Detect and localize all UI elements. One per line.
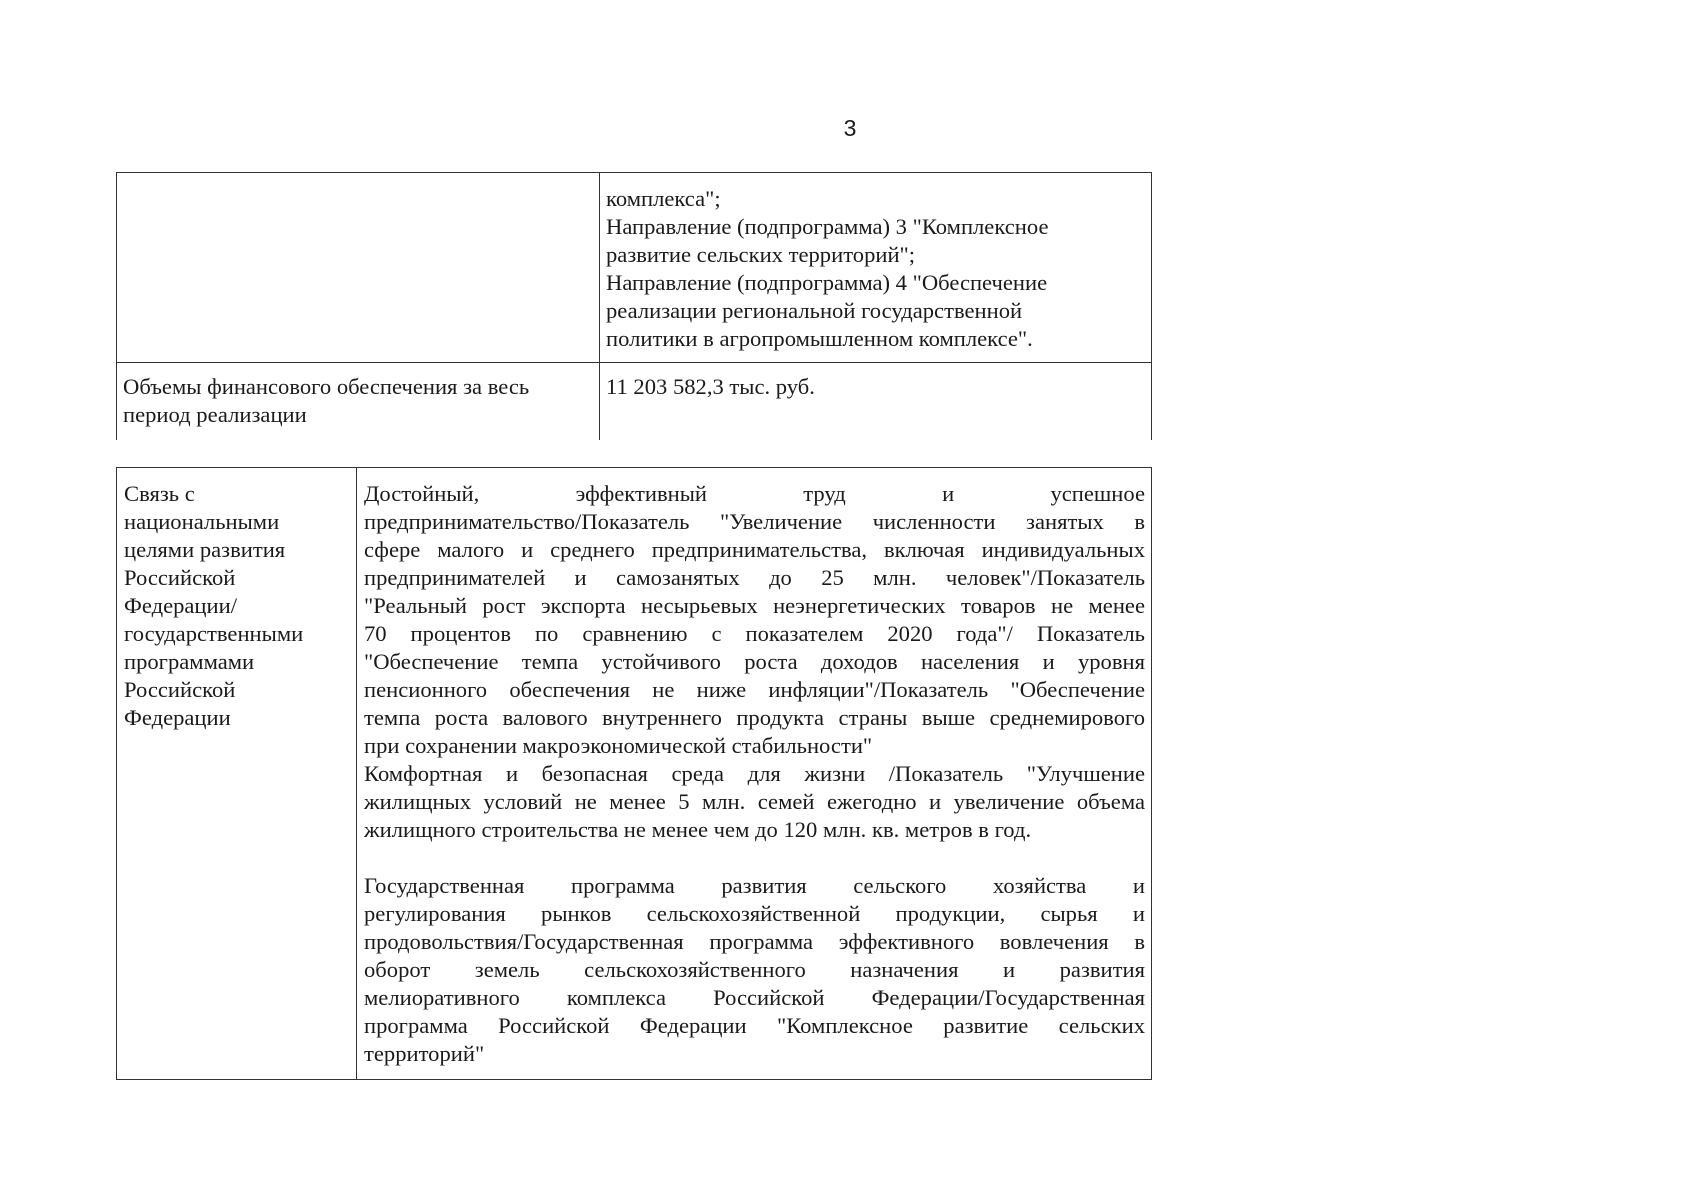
text-line: территорий" [364,1041,485,1066]
text-line: государственными [124,621,304,646]
text-line: программа Российской Федерации "Комплексное развитие сельских [364,1013,1145,1038]
national-goals-content-cell [357,468,1152,1080]
subprogram-list-cell [600,173,1152,363]
text-line: предпринимателей и самозанятых до 25 млн. человек"/Показатель [364,565,1145,590]
text-line: 70 процентов по сравнению с показателем 2020 года"/ Показатель [364,621,1145,646]
table-cell-empty [117,173,600,363]
text-line: программами [124,649,255,674]
text-line: целями развития [124,537,286,562]
table-row [117,468,1152,1080]
text-line: Комфортная и безопасная среда для жизни /Показатель "Улучшение [364,761,1145,786]
text-line: пенсионного обеспечения не ниже инфляции"/Показатель "Обеспечение [364,677,1145,702]
text-line: жилищного строительства не менее чем до 120 млн. кв. метров в год. [364,817,1032,842]
text-line: "Обеспечение темпа устойчивого роста доходов населения и уровня [364,649,1145,674]
passport-table-top [116,172,1152,440]
text-line: Достойный, эффективный труд и успешное [364,481,1145,506]
text-line: Направление (подпрограмма) 4 "Обеспечение [606,270,1048,295]
text-line: Связь с [124,481,195,506]
text-line: темпа роста валового внутреннего продукта страны выше среднемирового [364,705,1145,730]
text-line: Направление (подпрограмма) 3 "Комплексное [606,214,1049,239]
paragraph-gap [364,844,1145,872]
text-line: жилищных условий не менее 5 млн. семей ежегодно и увеличение объема [364,789,1145,814]
text-line: мелиоративного комплекса Российской Федерации/Государственная [364,985,1145,1010]
text-line: период реализации [123,402,307,427]
goals-paragraph-1 [364,480,1145,760]
text-line: при сохранении макроэкономической стабильности" [364,733,873,758]
state-programs-paragraph [364,872,1145,1068]
text-line: Российской [124,677,236,702]
national-goals-label-cell [117,468,357,1080]
table-row [117,363,1152,440]
text-line: развитие сельских территорий"; [606,242,916,267]
text-line: оборот земель сельскохозяйственного назначения и развития [364,957,1145,982]
text-line: реализации региональной государственной [606,298,1023,323]
funding-amount: 11 203 582,3 тыс. руб. [606,374,815,399]
passport-table-bottom [116,467,1152,1080]
funding-label-cell [117,363,600,440]
text-line: сфере малого и среднего предпринимательства, включая индивидуальных [364,537,1145,562]
text-line: Объемы финансового обеспечения за весь [123,374,530,399]
text-line: Государственная программа развития сельского хозяйства и [364,873,1145,898]
text-line: комплекса"; [606,186,721,211]
text-line: Российской [124,565,236,590]
text-line: политики в агропромышленном комплексе". [606,326,1033,351]
text-line: предпринимательство/Показатель "Увеличение численности занятых в [364,509,1145,534]
page-number: 3 [843,115,857,141]
text-line: продовольствия/Государственная программа эффективного вовлечения в [364,929,1145,954]
table-row [117,173,1152,363]
text-line: национальными [124,509,280,534]
funding-value-cell [600,363,1152,440]
text-line: Федерации/ [124,593,237,618]
goals-paragraph-2 [364,760,1145,844]
text-line: Федерации [124,705,231,730]
text-line: регулирования рынков сельскохозяйственной продукции, сырья и [364,901,1145,926]
text-line: "Реальный рост экспорта несырьевых неэнергетических товаров не менее [364,593,1145,618]
